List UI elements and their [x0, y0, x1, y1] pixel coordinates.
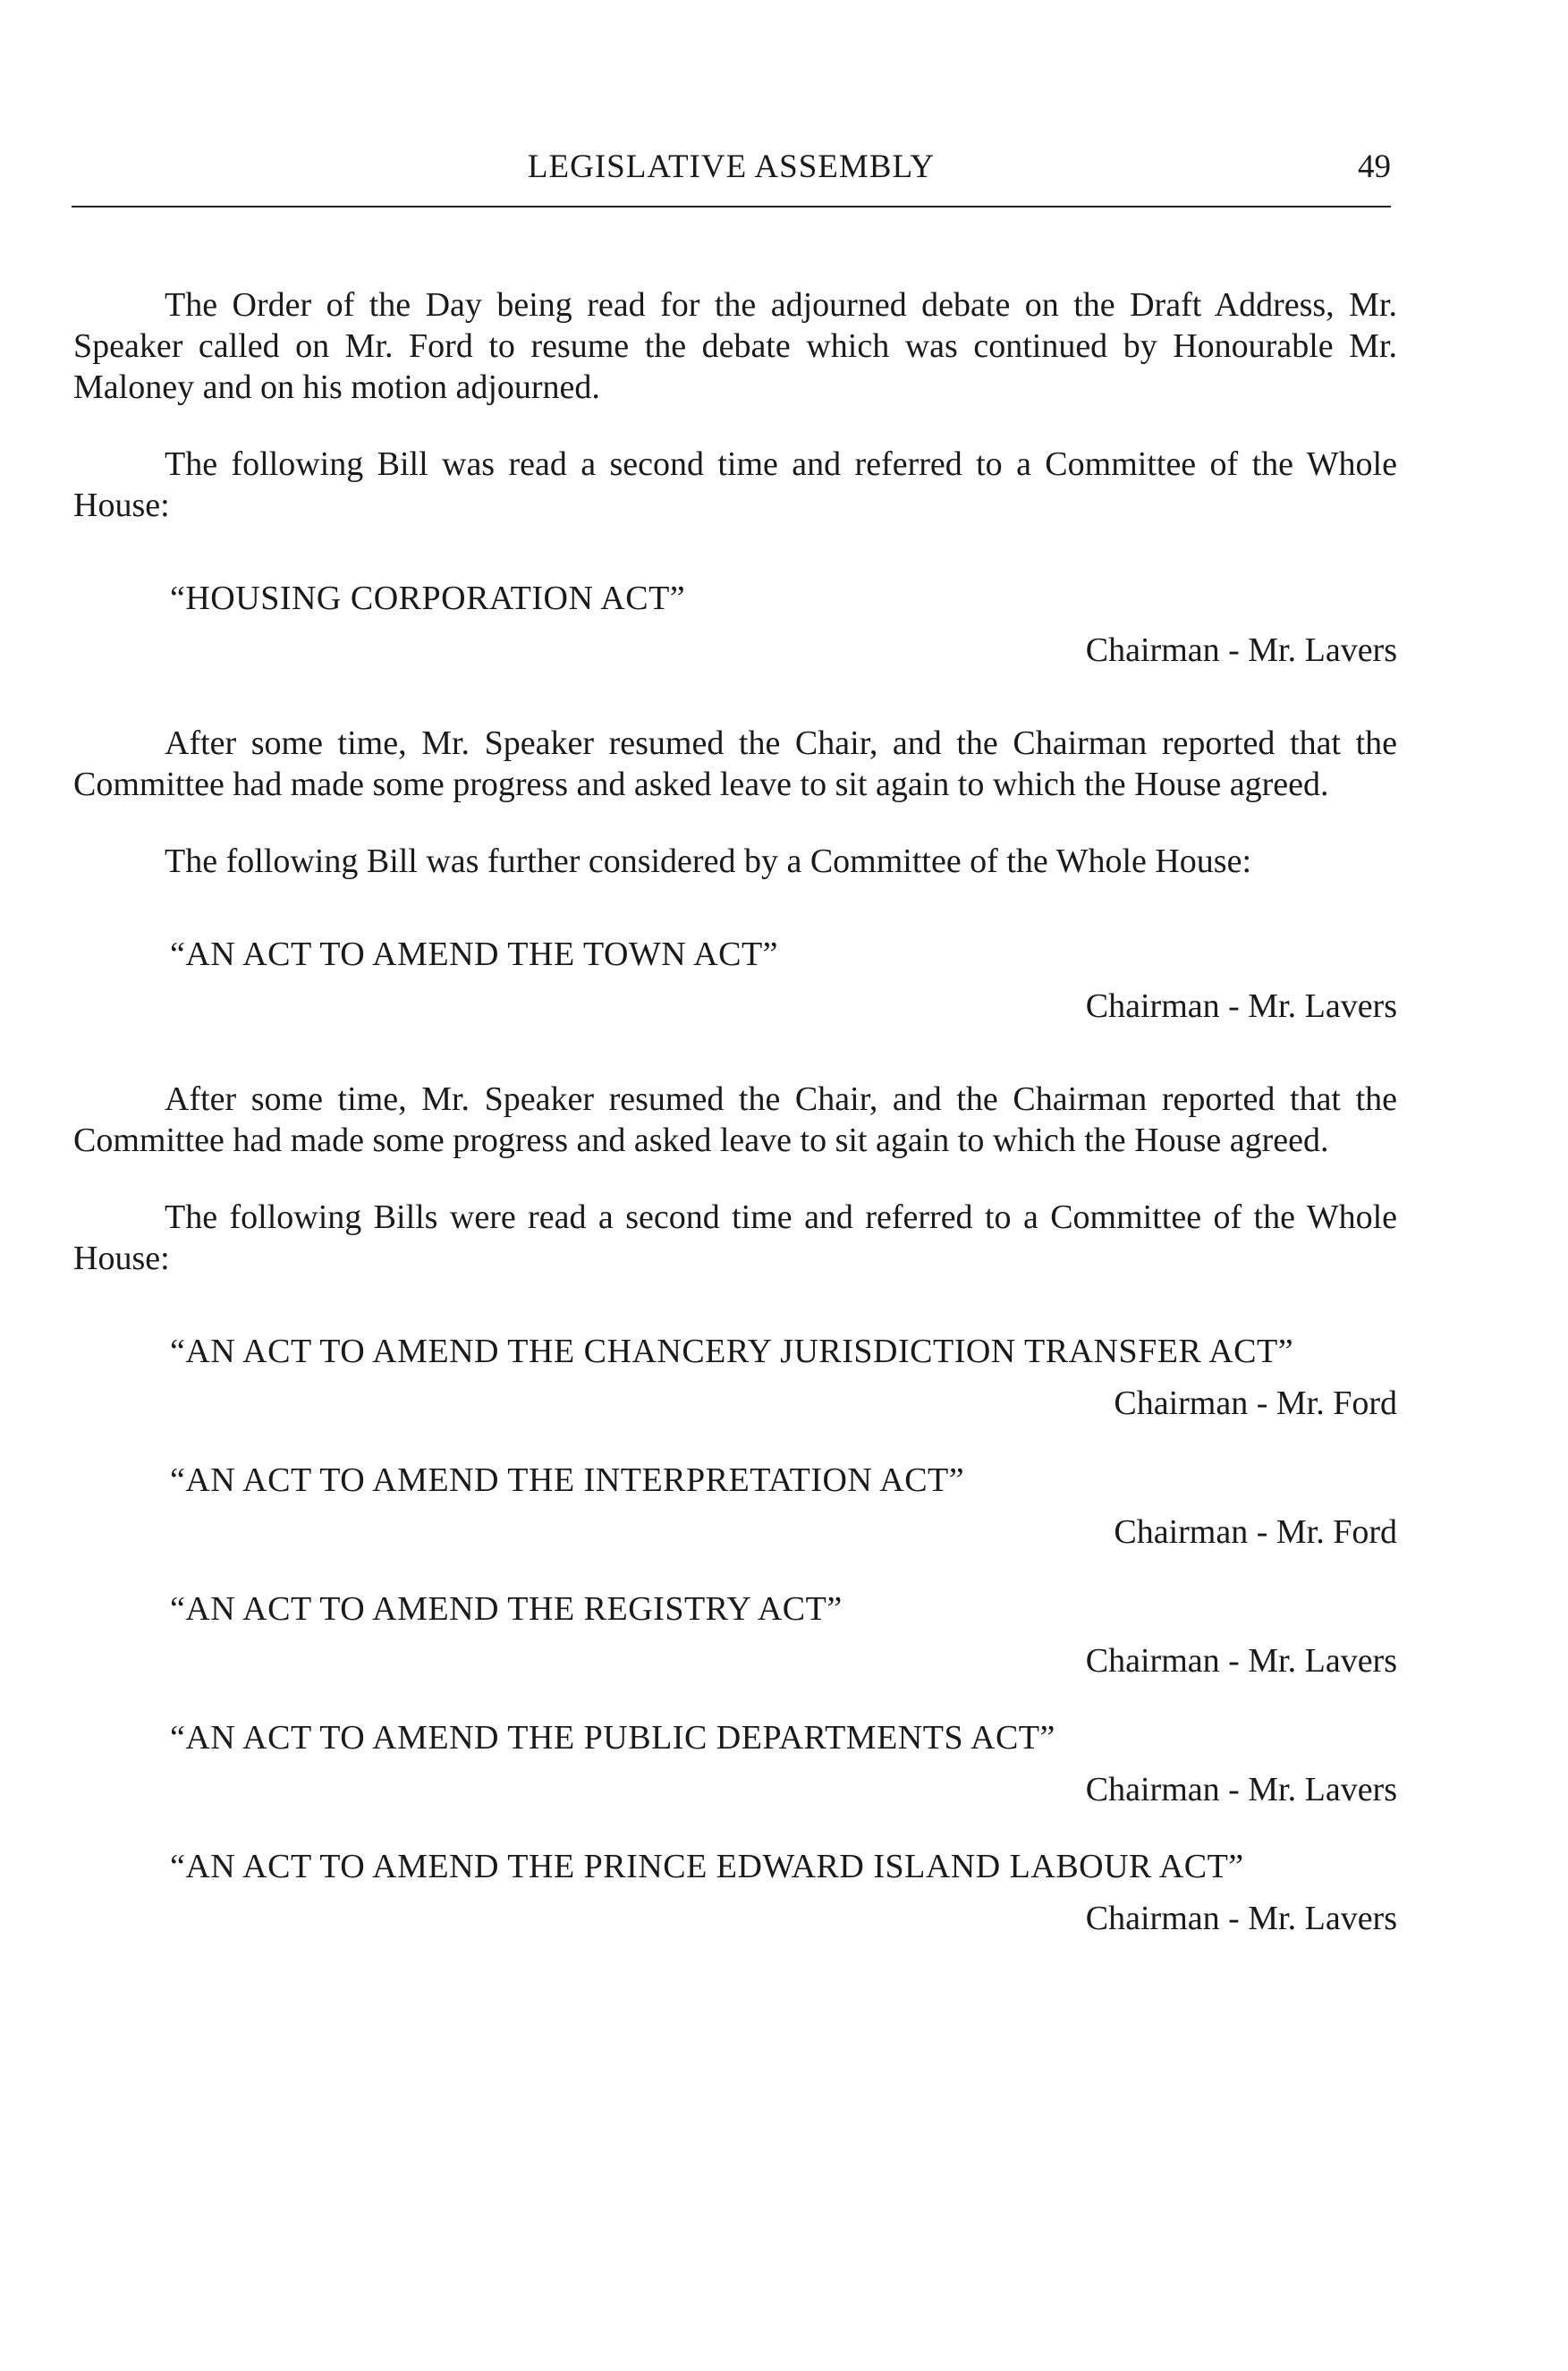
document-body: [73, 284, 1397, 1939]
running-head-title: LEGISLATIVE ASSEMBLY: [527, 148, 936, 185]
bill-chairman: Chairman - Mr. Ford: [1114, 1513, 1397, 1551]
page-number: 49: [1358, 148, 1391, 185]
page-header: [72, 148, 1391, 201]
bill-title: “HOUSING CORPORATION ACT”: [170, 580, 686, 617]
bill-title: “AN ACT TO AMEND THE REGISTRY ACT”: [170, 1590, 843, 1628]
bill-chairman: Chairman - Mr. Lavers: [1085, 987, 1397, 1025]
paragraph-bill-second-reading: The following Bill was read a second time and referred to a Committee of the Whole House:: [73, 445, 1397, 524]
paragraph-committee-report: After some time, Mr. Speaker resumed the Chair, and the Chairman reported that the Committee had made some progress and asked leave to sit again to which the House agreed.: [73, 724, 1397, 803]
bill-chairman: Chairman - Mr. Lavers: [1085, 1642, 1397, 1680]
bill-chairman: Chairman - Mr. Lavers: [1085, 1771, 1397, 1808]
bill-chairman: Chairman - Mr. Lavers: [1085, 1900, 1397, 1937]
bill-title: “AN ACT TO AMEND THE TOWN ACT”: [170, 936, 779, 973]
bill-title: “AN ACT TO AMEND THE PRINCE EDWARD ISLAND LABOUR ACT”: [170, 1848, 1244, 1885]
paragraph-bill-further-considered: The following Bill was further considered by a Committee of the Whole House:: [165, 843, 1252, 880]
paragraph-committee-report: After some time, Mr. Speaker resumed the Chair, and the Chairman reported that the Committee had made some progress and asked leave to sit again to which the House agreed.: [73, 1080, 1397, 1159]
header-divider: [72, 206, 1391, 207]
paragraph-bills-second-reading: The following Bills were read a second time and referred to a Committee of the Whole House:: [73, 1198, 1397, 1277]
bill-chairman: Chairman - Mr. Lavers: [1085, 631, 1397, 669]
paragraph-draft-address-debate: The Order of the Day being read for the adjourned debate on the Draft Address, Mr. Speaker called on Mr. Ford to resume the debate which was continued by Honourable Mr. Maloney and on his motion adjourned.: [73, 286, 1397, 406]
bill-title: “AN ACT TO AMEND THE PUBLIC DEPARTMENTS ACT”: [170, 1719, 1055, 1757]
bill-title: “AN ACT TO AMEND THE INTERPRETATION ACT”: [170, 1461, 965, 1499]
bill-chairman: Chairman - Mr. Ford: [1114, 1384, 1397, 1422]
bill-title: “AN ACT TO AMEND THE CHANCERY JURISDICTION TRANSFER ACT”: [170, 1333, 1294, 1370]
